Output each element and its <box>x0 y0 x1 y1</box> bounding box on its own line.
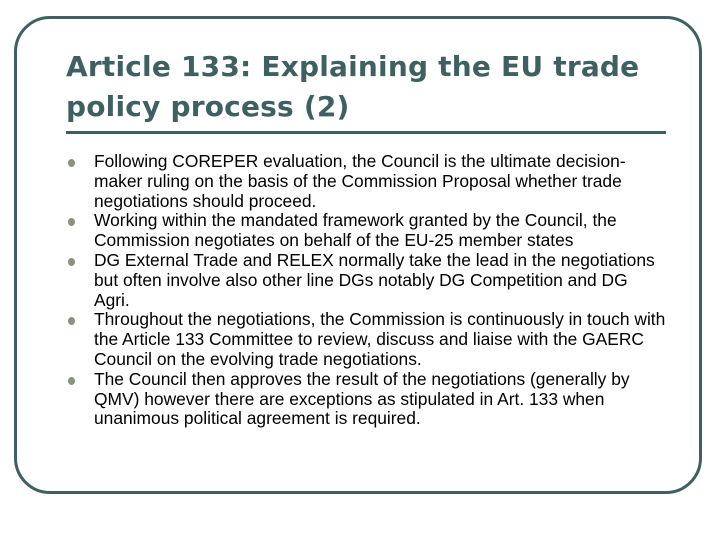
bullet-text: The Council then approves the result of the negotiations (generally by QMV) however there are exceptions as stipulated in Art. 133 when unanimous political agreement is required. <box>94 368 630 429</box>
bullet-item <box>66 310 666 369</box>
bullet-text: Following COREPER evaluation, the Council is the ultimate decision-maker ruling on the basis of the Commission Proposal whether trade negotiations should proceed. <box>94 151 626 211</box>
bullet-list <box>66 152 666 429</box>
bullet-dot-icon <box>68 159 75 167</box>
bullet-text: DG External Trade and RELEX normally take the lead in the negotiations but often involve also other line DGs notably DG Competition and DG Agri. <box>94 249 655 310</box>
bullet-dot-icon <box>68 258 75 266</box>
bullet-item <box>66 152 666 211</box>
bullet-text: Working within the mandated framework granted by the Council, the Commission negotiates on behalf of the EU-25 member states <box>94 210 617 251</box>
bullet-dot-icon <box>68 218 75 226</box>
bullet-dot-icon <box>68 377 75 385</box>
bullet-text: Throughout the negotiations, the Commission is continuously in touch with the Article 133 Committee to review, discuss and liaise with the GAERC Council on the evolving trade negotiations. <box>94 309 666 369</box>
slide-title: Article 133: Explaining the EU trade policy process (2) <box>66 50 640 123</box>
bullet-item <box>66 251 666 310</box>
title-divider <box>66 131 666 134</box>
bullet-item <box>66 211 666 251</box>
bullet-dot-icon <box>68 317 75 325</box>
bullet-item <box>66 370 666 429</box>
